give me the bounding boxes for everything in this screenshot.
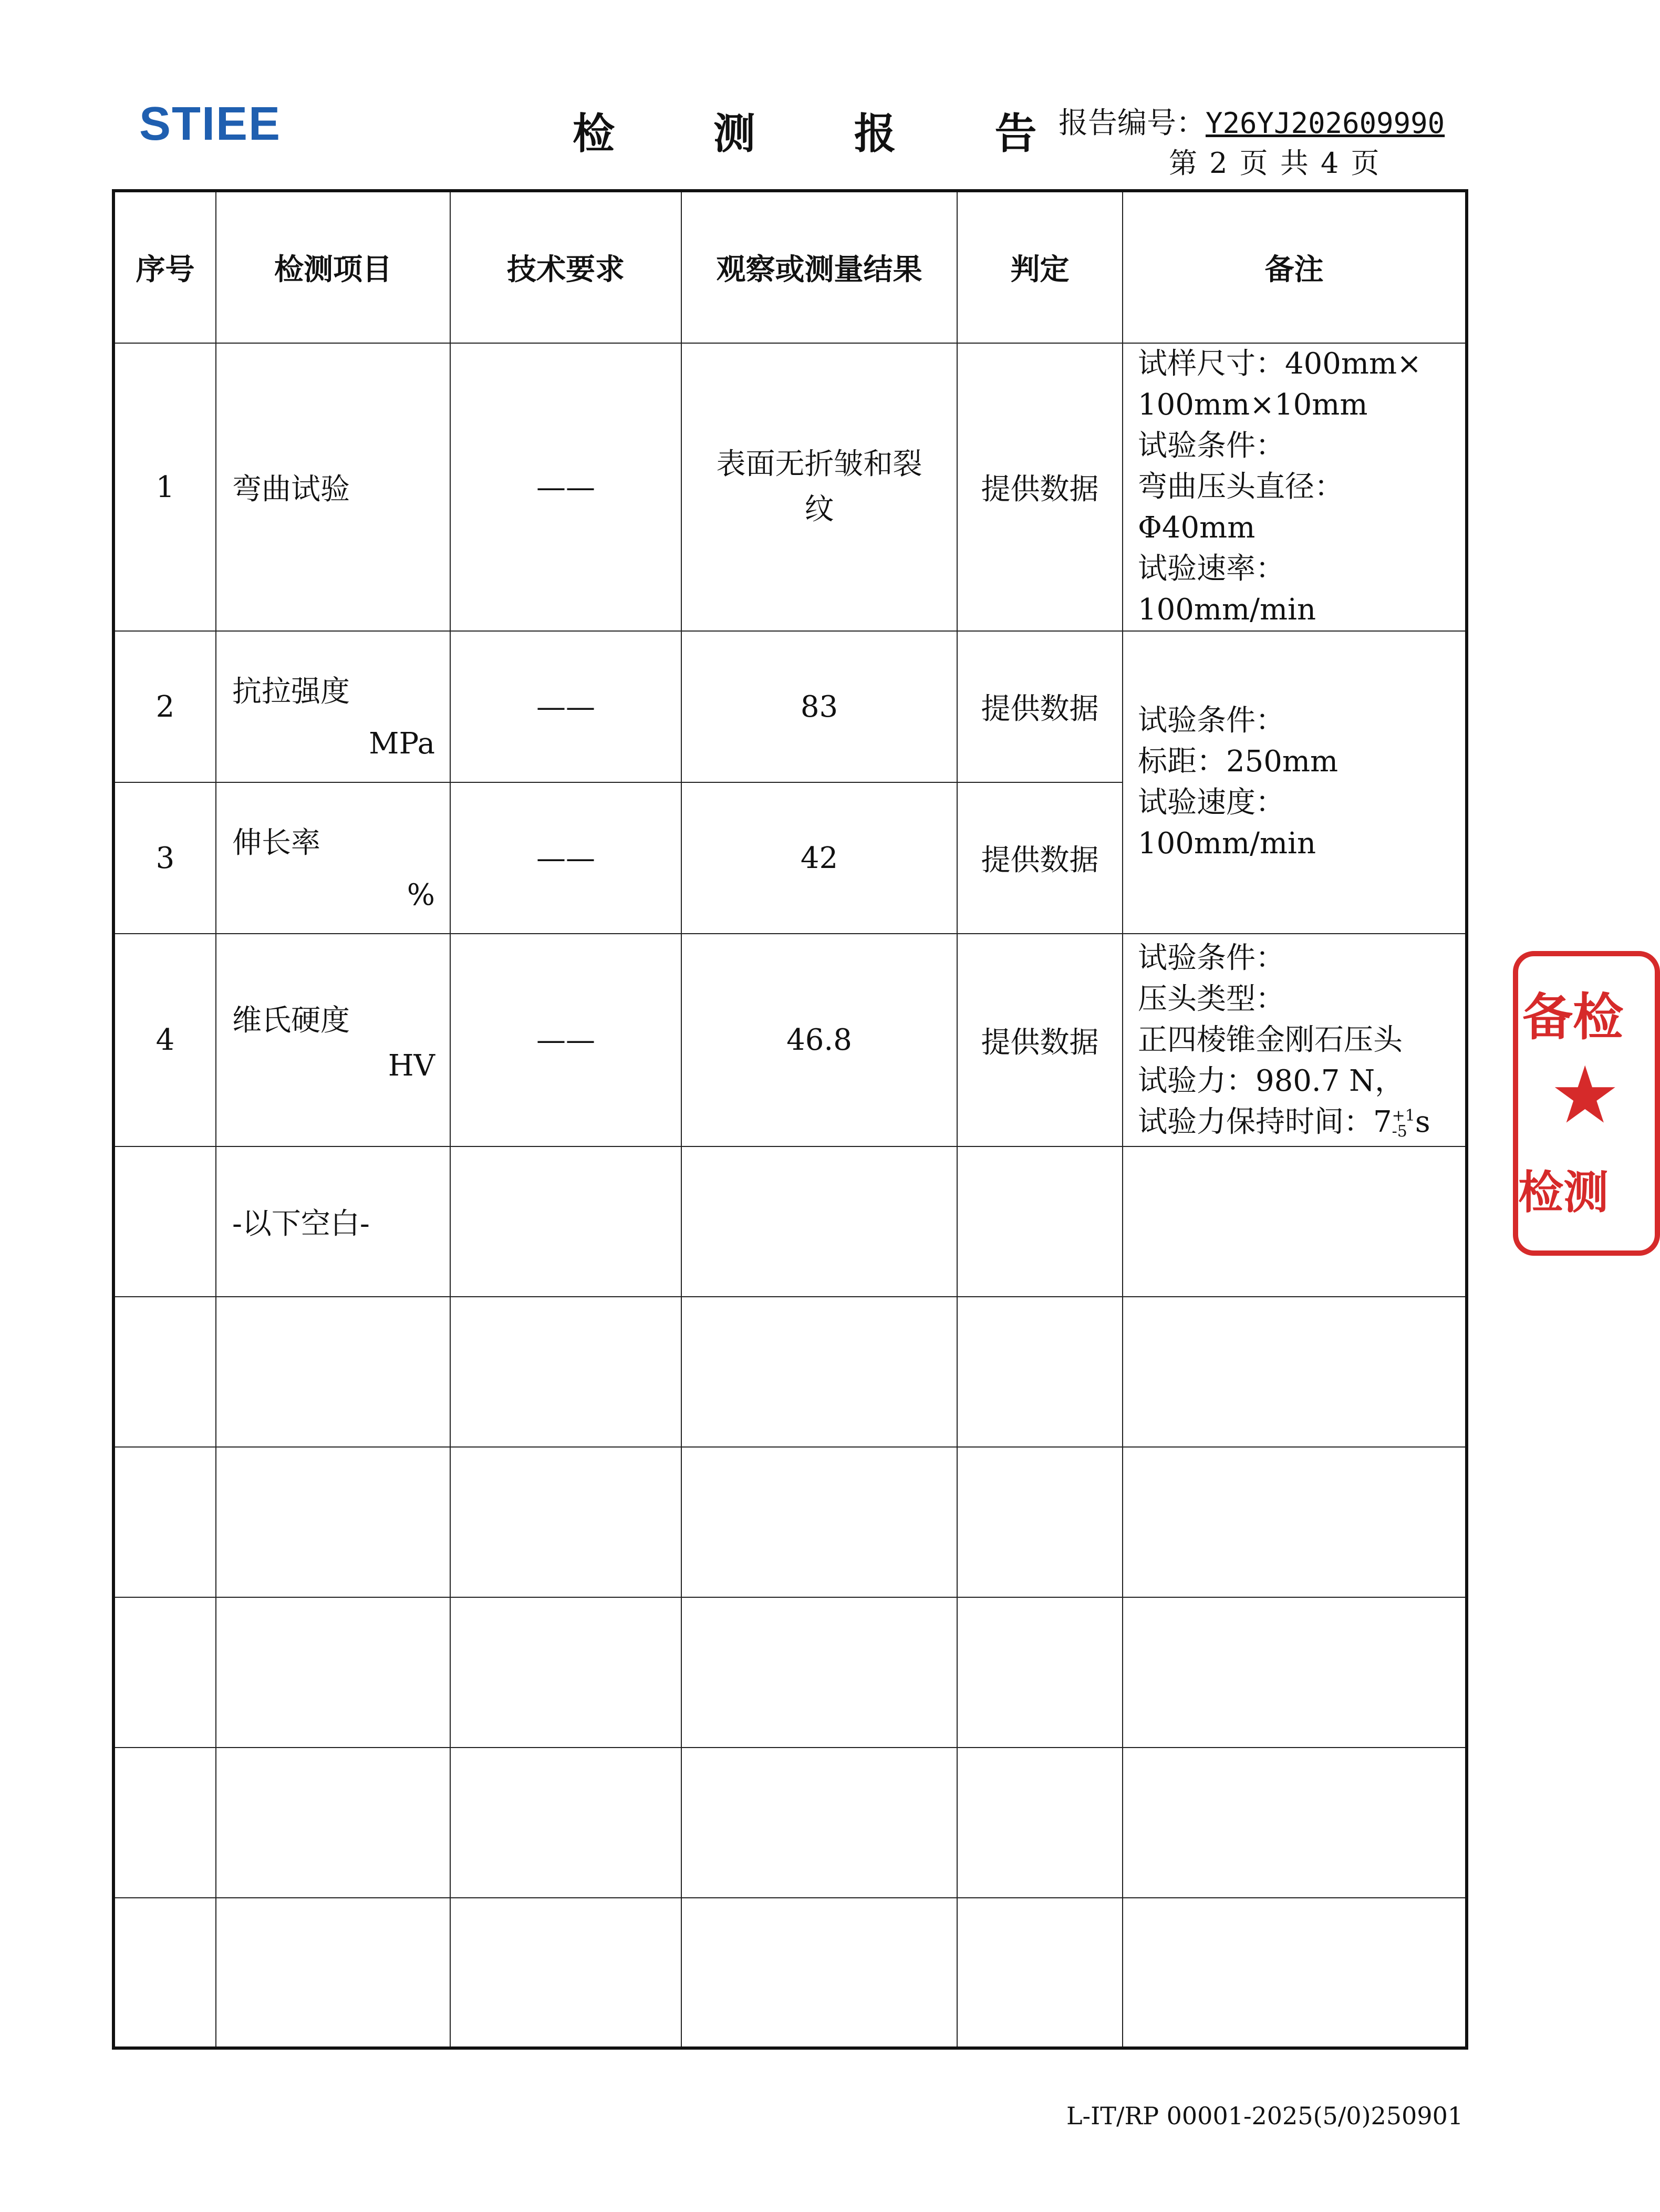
remark-line-hold-time (1138, 1102, 1450, 1143)
report-number-value: Y26YJ202609990 (1206, 107, 1445, 140)
item-name: 抗拉强度 (232, 675, 350, 709)
row-result: 83 (681, 631, 957, 782)
remark-line: 弯曲压头直径：Φ40mm (1138, 470, 1344, 545)
empty-row (113, 1748, 1467, 1898)
remark-line: 正四棱锥金刚石压头 (1138, 1022, 1403, 1057)
remark-line: 试验速率：100mm/min (1138, 552, 1316, 627)
empty-cell (113, 1146, 216, 1297)
row-no: 2 (113, 631, 216, 782)
item-name: 伸长率 (232, 826, 320, 860)
row-no: 4 (113, 934, 216, 1146)
row-requirement: —— (450, 934, 681, 1146)
row-item: 弯曲试验 (216, 343, 450, 631)
table-row (113, 631, 1467, 782)
row-judgement: 提供数据 (957, 343, 1123, 631)
row-no: 1 (113, 343, 216, 631)
item-unit: % (407, 878, 435, 912)
item-unit: MPa (369, 727, 435, 761)
item-name: 维氏硬度 (232, 1004, 350, 1038)
row-result: 42 (681, 782, 957, 934)
header-no: 序号 (113, 191, 216, 343)
empty-row (113, 1898, 1467, 2048)
empty-row (113, 1447, 1467, 1597)
header-requirement: 技术要求 (450, 191, 681, 343)
header-remark: 备注 (1123, 191, 1467, 343)
remark-line: 标距：250mm (1138, 745, 1339, 779)
row-judgement: 提供数据 (957, 782, 1123, 934)
row-item (216, 782, 450, 934)
row-item (216, 934, 450, 1146)
report-number (1059, 100, 1445, 142)
row-judgement: 提供数据 (957, 934, 1123, 1146)
hold-time-tolerance-lower: -5 (1392, 1122, 1407, 1141)
row-requirement: —— (450, 782, 681, 934)
row-remark-shared (1123, 631, 1467, 934)
remark-line: 压头类型： (1138, 981, 1285, 1016)
remark-line: 100mm×10mm (1138, 388, 1368, 422)
table-row (113, 934, 1467, 1146)
document-code: L-IT/RP 00001-2025(5/0)250901 (1066, 2102, 1464, 2130)
header-item: 检测项目 (216, 191, 450, 343)
report-number-label: 报告编号： (1059, 106, 1206, 140)
row-requirement: —— (450, 343, 681, 631)
empty-cell (1123, 1146, 1467, 1297)
row-requirement: —— (450, 631, 681, 782)
row-result: 表面无折皱和裂纹 (681, 343, 957, 631)
header-judgement: 判定 (957, 191, 1123, 343)
table-header-row (113, 191, 1467, 343)
row-item (216, 631, 450, 782)
star-icon: ★ (1550, 1050, 1621, 1141)
table-row (113, 1146, 1467, 1297)
hold-time-label: 试验力保持时间：7 (1138, 1104, 1392, 1139)
header-result: 观察或测量结果 (681, 191, 957, 343)
remark-line: 试样尺寸：400mm× (1138, 347, 1422, 381)
row-result: 46.8 (681, 934, 957, 1146)
seal-text-bottom: 检测 (1518, 1166, 1609, 1219)
page-info: 第 2 页 共 4 页 (1169, 147, 1379, 180)
company-logo: STIEE (139, 98, 282, 150)
empty-cell (681, 1146, 957, 1297)
empty-row (113, 1297, 1467, 1447)
row-no: 3 (113, 782, 216, 934)
inspection-seal (1513, 951, 1660, 1256)
row-remark (1123, 934, 1467, 1146)
empty-row (113, 1597, 1467, 1748)
row-judgement: 提供数据 (957, 631, 1123, 782)
item-unit: HV (388, 1049, 435, 1083)
seal-text-top: 备检 (1522, 987, 1623, 1047)
remark-line: 试验速度：100mm/min (1138, 785, 1316, 861)
blank-marker: -以下空白- (216, 1146, 450, 1297)
hold-time-unit: s (1415, 1104, 1430, 1139)
row-remark (1123, 343, 1467, 631)
empty-cell (450, 1146, 681, 1297)
hold-time-tolerance-upper: +1 (1392, 1107, 1415, 1125)
test-results-table (112, 189, 1468, 2050)
remark-line: 试验条件： (1138, 429, 1285, 463)
table-row (113, 343, 1467, 631)
remark-line: 试验条件： (1138, 704, 1285, 738)
page-title: 检 测 报 告 (573, 109, 1079, 158)
remark-line: 试验力：980.7 N， (1138, 1063, 1405, 1098)
remark-line: 试验条件： (1138, 940, 1285, 975)
empty-cell (957, 1146, 1123, 1297)
